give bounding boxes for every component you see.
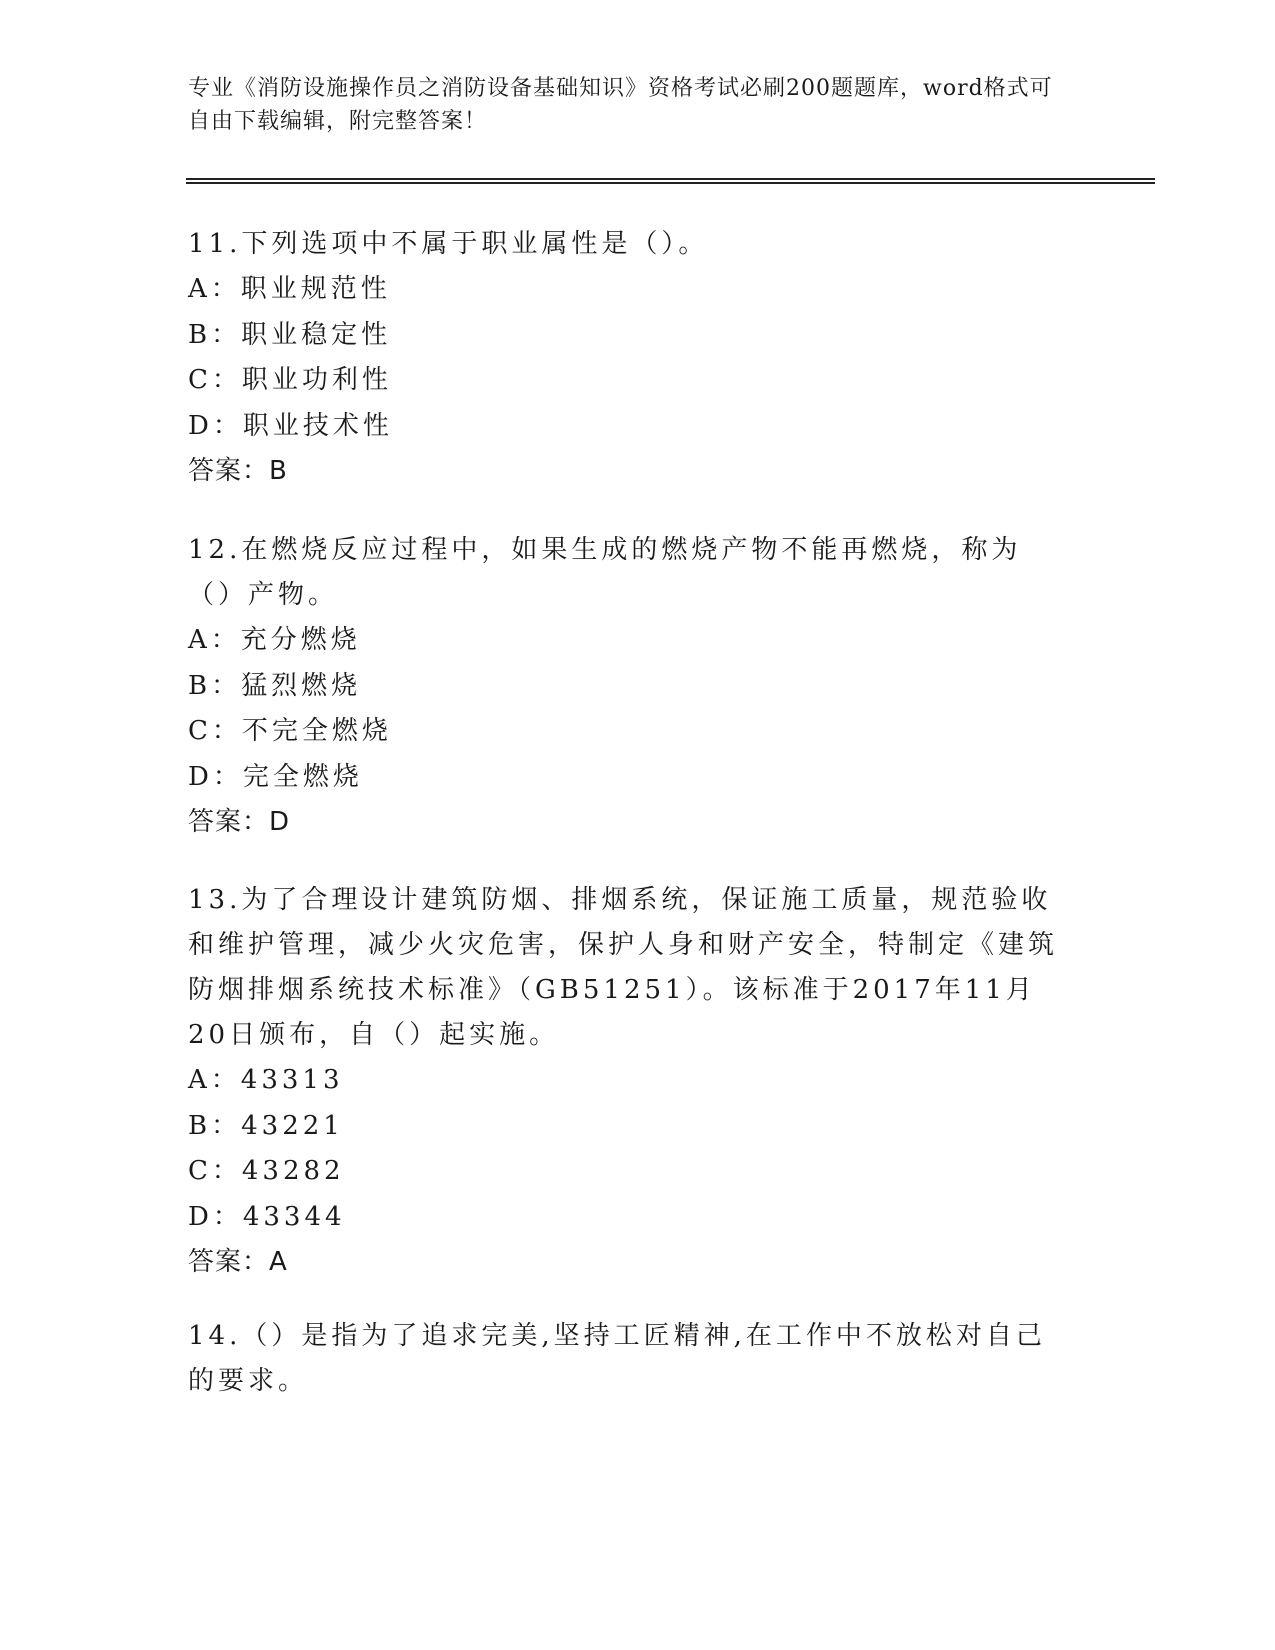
- option-b: B：猛烈燃烧: [188, 670, 362, 701]
- option-a: A：职业规范性: [188, 274, 391, 304]
- document-header: 专业《消防设施操作员之消防设备基础知识》资格考试必刷200题题库，word格式可自由下载编辑，附完整答案！: [188, 76, 1053, 134]
- option-b: B：43221: [188, 1110, 344, 1141]
- question-stem: 12.在燃烧反应过程中，如果生成的燃烧产物不能再燃烧，称为（）产物。: [188, 535, 1022, 610]
- option-a: A：充分燃烧: [188, 625, 361, 655]
- question-stem: 13.为了合理设计建筑防烟、排烟系统，保证施工质量，规范验收和维护管理，减少火灾危害，保护人身和财产安全，特制定《建筑防烟排烟系统技术标准》（GB51251）。该标准于2017年11月20日颁布，自（）起实施。: [188, 885, 1059, 1050]
- question-12: [188, 528, 1068, 845]
- option-c: C：职业功利性: [188, 365, 392, 395]
- header-divider-top: [186, 178, 1155, 180]
- question-14: [188, 1314, 1068, 1404]
- option-d: D：完全燃烧: [188, 761, 363, 792]
- question-11: [188, 222, 1068, 494]
- option-c: C：不完全燃烧: [188, 716, 392, 746]
- option-d: D：职业技术性: [188, 410, 393, 441]
- option-c: C：43282: [188, 1156, 345, 1186]
- question-13: [188, 878, 1068, 1285]
- header-divider-bottom: [186, 182, 1155, 184]
- question-stem: 14.（）是指为了追求完美,坚持工匠精神,在工作中不放松对自己的要求。: [188, 1321, 1046, 1396]
- answer-label: 答案：A: [188, 1247, 288, 1277]
- answer-label: 答案：D: [188, 807, 291, 837]
- option-d: D：43344: [188, 1201, 346, 1232]
- answer-label: 答案：B: [188, 456, 288, 486]
- option-a: A：43313: [188, 1065, 344, 1095]
- option-b: B：职业稳定性: [188, 319, 392, 350]
- question-stem: 11.下列选项中不属于职业属性是（）。: [188, 229, 709, 259]
